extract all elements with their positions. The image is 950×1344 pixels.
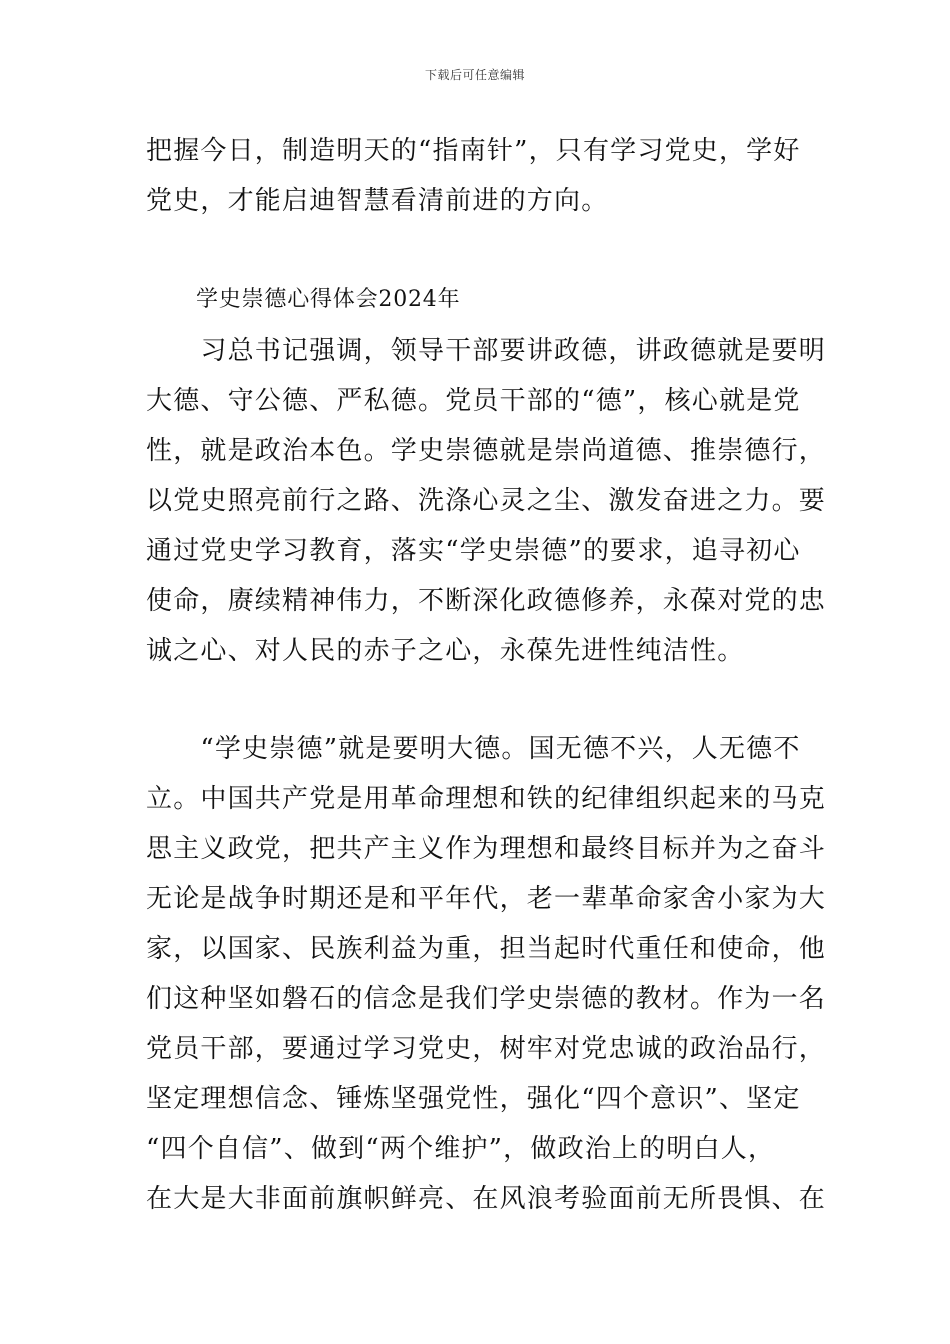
paragraph-2-line: 们这种坚如磐石的信念是我们学史崇德的教材。作为一名 (146, 984, 827, 1014)
paragraph-2-line: 坚定理想信念、锤炼坚强党性，强化“四个意识”、坚定 (146, 1084, 801, 1114)
intro-line: 党史，才能启迪智慧看清前进的方向。 (146, 186, 609, 216)
paragraph-1-line: 习总书记强调，领导干部要讲政德，讲政德就是要明 (146, 336, 827, 366)
paragraph-1-line: 通过党史学习教育，落实“学史崇德”的要求，追寻初心 (146, 536, 801, 566)
paragraph-2-line: 家，以国家、民族利益为重，担当起时代重任和使命，他 (146, 934, 827, 964)
paragraph-1-line: 以党史照亮前行之路、洗涤心灵之尘、激发奋进之力。要 (146, 486, 827, 516)
paragraph-1-line: 诚之心、对人民的赤子之心，永葆先进性纯洁性。 (146, 636, 745, 666)
intro-line: 把握今日，制造明天的“指南针”，只有学习党史，学好 (146, 136, 801, 166)
paragraph-2-line: “学史崇德”就是要明大德。国无德不兴，人无德不 (146, 734, 801, 764)
paragraph-2-line: 在大是大非面前旗帜鲜亮、在风浪考验面前无所畏惧、在 (146, 1184, 827, 1214)
paragraph-2-line: 立。中国共产党是用革命理想和铁的纪律组织起来的马克 (146, 784, 827, 814)
article-title: 学史崇德心得体会2024年 (196, 287, 461, 312)
paragraph-2-line: 党员干部，要通过学习党史，树牢对党忠诚的政治品行， (146, 1034, 827, 1064)
paragraph-2-line: 无论是战争时期还是和平年代，老一辈革命家舍小家为大 (146, 884, 827, 914)
paragraph-2-line: 思主义政党，把共产主义作为理想和最终目标并为之奋斗 (146, 834, 827, 864)
paragraph-1-line: 大德、守公德、严私德。党员干部的“德”，核心就是党 (146, 386, 801, 416)
header-note: 下载后可任意编辑 (424, 68, 525, 82)
paragraph-1-line: 使命，赓续精神伟力，不断深化政德修养，永葆对党的忠 (146, 586, 827, 616)
paragraph-1-line: 性，就是政治本色。学史崇德就是崇尚道德、推崇德行， (146, 436, 827, 466)
paragraph-2-line: “四个自信”、做到“两个维护”，做政治上的明白人， (146, 1134, 776, 1164)
